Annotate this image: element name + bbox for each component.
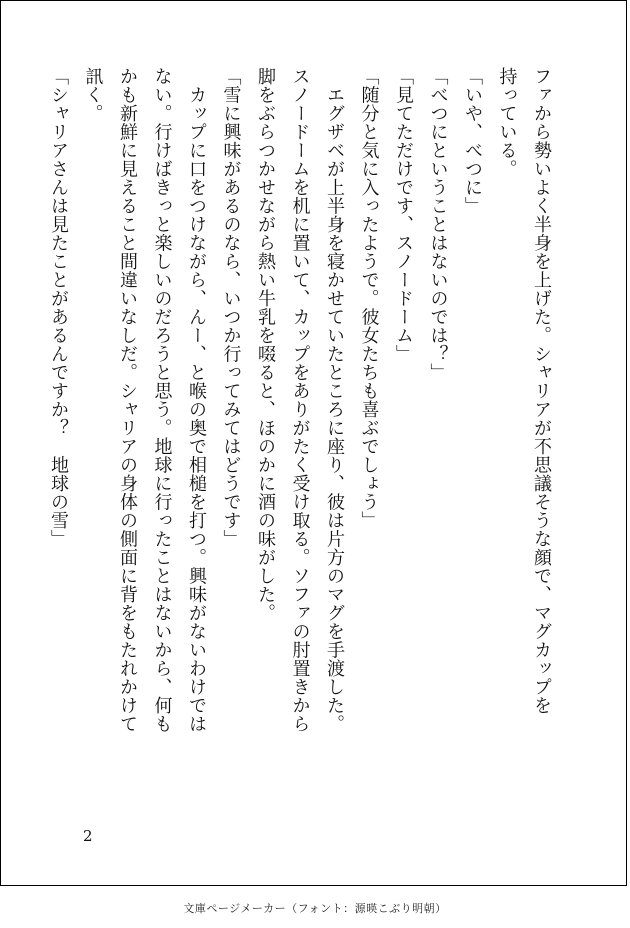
text-line: 「シャリアさんは見たことがあるんですか？ 地球の雪」 [48,67,69,548]
text-line: ない。行けばきっと楽しいのだろうと思う。地球に行ったことはないから、何も [151,67,173,733]
text-line: 「見てただけです、スノードーム」 [393,67,414,363]
vertical-body-text [41,67,559,787]
text-line: エグザベが上半身を寝かせていたところに座り、彼は片方のマグを手渡した。 [324,67,345,733]
page-number: 2 [83,827,93,845]
text-line: 「いや、べつに」 [462,67,483,215]
text-line: 訊く。 [82,67,104,123]
footer-credit: 文庫ページメーカー（フォント：源暎こぶり明朝） [183,902,447,915]
text-line: 「随分と気に入ったようで。彼女たちも喜ぶでしょう」 [358,67,380,530]
text-line: スノードームを机に置いて、カップをありがたく受け取る。ソファの肘置きから [289,67,311,733]
text-line: 「べつにということはないのでは？」 [427,67,449,382]
text-line: ファから勢いよく半身を上げた。シャリアが不思議そうな顔で、マグカップを [531,67,552,715]
text-line: 「雪に興味があるのなら、いつか行ってみてはどうです」 [220,67,242,548]
text-line: 持っている。 [496,67,518,178]
text-line: かも新鮮に見えること間違いなしだ。シャリアの身体の側面に背をもたれかけて [117,67,138,733]
text-line: 脚をぶらつかせながら熱い牛乳を啜ると、ほのかに酒の味がした。 [255,67,276,622]
text-line: カップに口をつけながら、んー、と喉の奥で相槌を打つ。興味がないわけでは [186,67,207,733]
